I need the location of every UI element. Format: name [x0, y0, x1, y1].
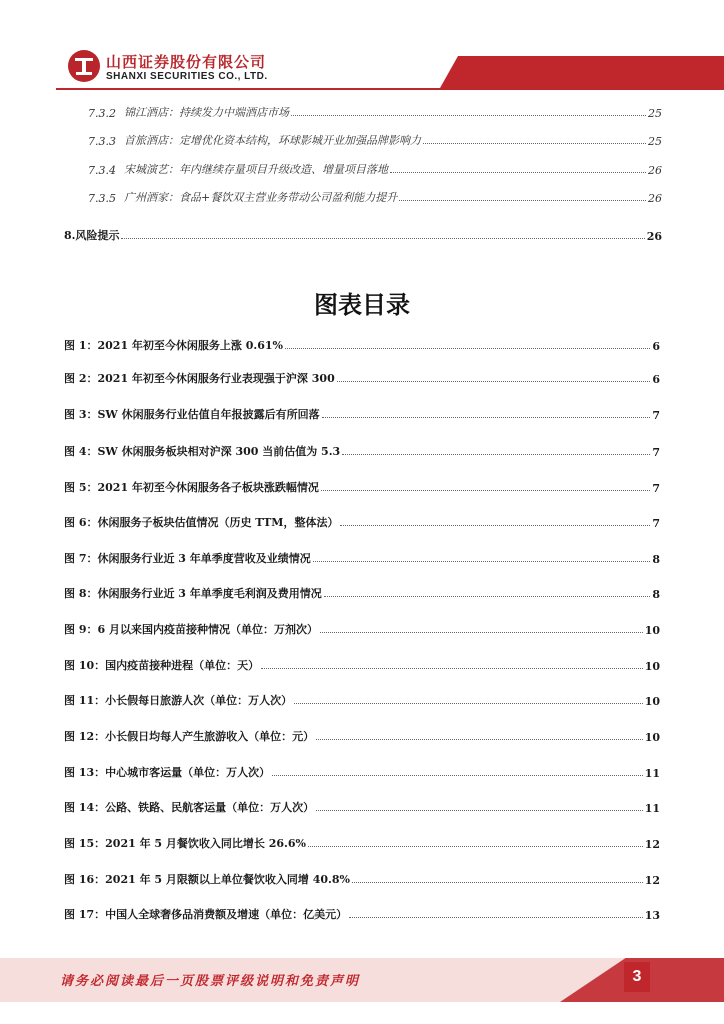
figure-entry[interactable] — [64, 871, 660, 887]
page-number: 3 — [624, 962, 650, 992]
company-name-cn: 山西证券股份有限公司 — [106, 53, 267, 71]
figure-entry[interactable] — [64, 479, 660, 495]
toc-entry-number: 7.3.2 — [88, 107, 116, 120]
figure-entry-title: 图 3：SW 休闲服务行业估值自年报披露后有所回落 — [64, 408, 320, 421]
figure-entry-title: 图 12：小长假日均每人产生旅游收入（单位：元） — [64, 730, 315, 743]
toc-entry[interactable] — [88, 132, 662, 148]
dot-leader — [285, 347, 650, 349]
dot-leader — [337, 380, 651, 382]
figure-entry[interactable] — [64, 692, 660, 708]
header-divider — [56, 88, 724, 90]
figure-entry-page: 7 — [652, 446, 660, 459]
figure-entry[interactable] — [64, 906, 660, 922]
figure-entry[interactable] — [64, 764, 660, 780]
figure-entry-page: 10 — [644, 695, 660, 708]
figure-entry-page: 11 — [644, 802, 660, 815]
figure-entry-title: 图 14：公路、铁路、民航客运量（单位：万人次） — [64, 801, 315, 814]
figure-entry-title: 图 10：国内疫苗接种进程（单位：天） — [64, 659, 260, 672]
dot-leader — [316, 738, 643, 740]
figure-entry[interactable] — [64, 443, 660, 459]
figure-entry-page: 10 — [644, 624, 660, 637]
dot-leader — [423, 142, 646, 144]
figure-entry-page: 6 — [652, 340, 660, 353]
footer-disclaimer: 请务必阅读最后一页股票评级说明和免责声明 — [60, 974, 361, 989]
figure-entry[interactable] — [64, 585, 660, 601]
dot-leader — [121, 237, 644, 239]
figure-entry[interactable] — [64, 728, 660, 744]
figure-entry-title: 图 1：2021 年初至今休闲服务上涨 0.61% — [64, 339, 284, 352]
toc-entry-title: 宋城演艺：年内继续存量项目升级改造、增量项目落地 — [124, 163, 388, 176]
toc-entry-number: 7.3.5 — [88, 192, 116, 205]
dot-leader — [352, 881, 643, 883]
dot-leader — [342, 453, 650, 455]
dot-leader — [320, 631, 643, 633]
figure-entry-title: 图 6：休闲服务子板块估值情况（历史 TTM，整体法） — [64, 516, 339, 529]
dot-leader — [324, 595, 651, 597]
toc-entry-page: 25 — [648, 107, 662, 120]
company-logo-icon — [68, 50, 100, 82]
figure-entry-title: 图 7：休闲服务行业近 3 年单季度营收及业绩情况 — [64, 552, 311, 565]
figure-entry-title: 图 13：中心城市客运量（单位：万人次） — [64, 766, 271, 779]
dot-leader — [261, 667, 643, 669]
dot-leader — [399, 199, 646, 201]
figure-entry-page: 8 — [652, 588, 660, 601]
company-name-en: SHANXI SECURITIES CO., LTD. — [106, 71, 268, 82]
figure-entry-page: 7 — [652, 517, 660, 530]
figure-entry[interactable] — [64, 835, 660, 851]
dot-leader — [390, 171, 646, 173]
toc-entry-risk[interactable] — [64, 227, 662, 243]
figure-entry-title: 图 8：休闲服务行业近 3 年单季度毛利润及费用情况 — [64, 587, 322, 600]
dot-leader — [349, 916, 643, 918]
figure-entry-title: 图 5：2021 年初至今休闲服务各子板块涨跌幅情况 — [64, 481, 319, 494]
toc-entry-page: 26 — [648, 164, 662, 177]
dot-leader — [313, 560, 651, 562]
figure-entry-title: 图 17：中国人全球奢侈品消费额及增速（单位：亿美元） — [64, 908, 348, 921]
toc-entry-number: 7.3.3 — [88, 135, 116, 148]
dot-leader — [322, 416, 651, 418]
figure-entry[interactable] — [64, 406, 660, 422]
figure-entry-title: 图 15：2021 年 5 月餐饮收入同比增长 26.6% — [64, 837, 306, 850]
toc-entry[interactable] — [88, 189, 662, 205]
figure-entry-title: 图 2：2021 年初至今休闲服务行业表现强于沪深 300 — [64, 372, 335, 385]
figure-entry-page: 7 — [652, 409, 660, 422]
figure-entry[interactable] — [64, 657, 660, 673]
dot-leader — [308, 845, 643, 847]
toc-entry-number: 7.3.4 — [88, 164, 116, 177]
figure-entry-page: 7 — [652, 482, 660, 495]
report-type-banner — [440, 56, 724, 88]
dot-leader — [291, 114, 646, 116]
figure-entry-page: 12 — [644, 838, 660, 851]
toc-entry-page: 25 — [648, 135, 662, 148]
figure-entry-page: 6 — [652, 373, 660, 386]
figure-entry[interactable] — [64, 550, 660, 566]
report-type-label: 证券研究报告：行业研究/深度报告 — [473, 10, 666, 25]
dot-leader — [294, 702, 643, 704]
figure-entry-title: 图 11：小长假每日旅游人次（单位：万人次） — [64, 694, 293, 707]
figure-entry[interactable] — [64, 370, 660, 386]
figure-entry-title: 图 9：6 月以来国内疫苗接种情况（单位：万剂次） — [64, 623, 318, 636]
toc-entry-title: 锦江酒店：持续发力中端酒店市场 — [124, 106, 289, 119]
dot-leader — [321, 489, 650, 491]
page-header — [0, 0, 724, 92]
figure-entry-page: 10 — [644, 731, 660, 744]
figure-list-title: 图表目录 — [314, 291, 410, 319]
figure-entry[interactable] — [64, 514, 660, 530]
toc-entry-page: 26 — [646, 230, 662, 243]
toc-entry[interactable] — [88, 161, 662, 177]
figure-entry-page: 8 — [652, 553, 660, 566]
dot-leader — [316, 809, 643, 811]
dot-leader — [340, 524, 650, 526]
figure-entry[interactable] — [64, 799, 660, 815]
figure-entry[interactable] — [64, 621, 660, 637]
figure-entry-page: 13 — [644, 909, 660, 922]
toc-entry[interactable] — [88, 104, 662, 120]
toc-entry-title: 广州酒家：食品+餐饮双主营业务带动公司盈利能力提升 — [124, 191, 398, 204]
toc-entry-title: 首旅酒店：定增优化资本结构，环球影城开业加强品牌影响力 — [124, 134, 421, 147]
dot-leader — [272, 774, 643, 776]
figure-entry-page: 12 — [644, 874, 660, 887]
toc-entry-page: 26 — [648, 192, 662, 205]
figure-entry[interactable] — [64, 337, 660, 353]
figure-entry-page: 10 — [644, 660, 660, 673]
figure-entry-page: 11 — [644, 767, 660, 780]
toc-entry-title: 8.风险提示 — [64, 229, 120, 242]
figure-entry-title: 图 16：2021 年 5 月限额以上单位餐饮收入同增 40.8% — [64, 873, 350, 886]
figure-entry-title: 图 4：SW 休闲服务板块相对沪深 300 当前估值为 5.3 — [64, 445, 341, 458]
